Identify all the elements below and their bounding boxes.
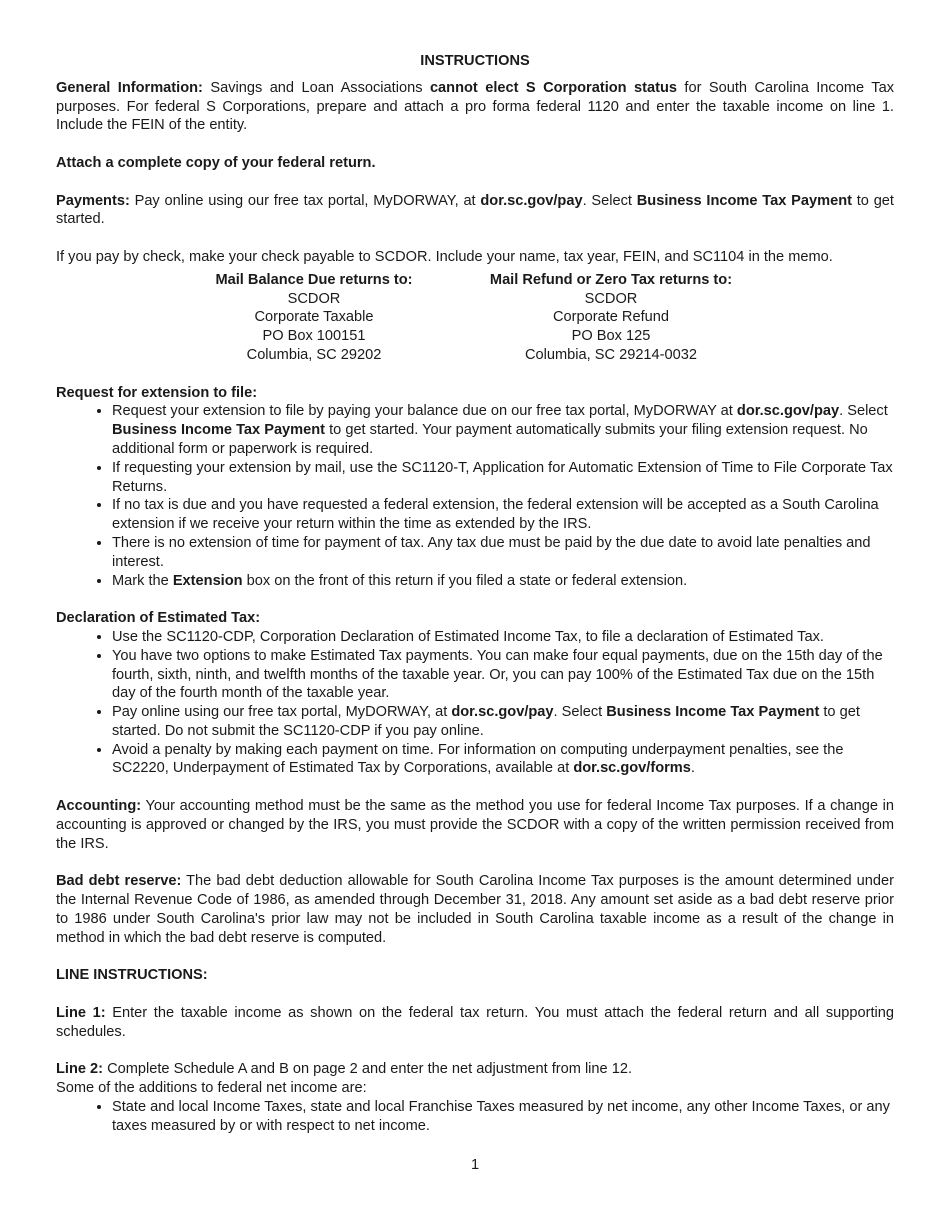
business-income-tax-payment-emphasis: Business Income Tax Payment [606,704,820,721]
check-payment-paragraph: If you pay by check, make your check payable to SCDOR. Include your name, tax year, FEIN, and SC1104 in the memo. [56,248,833,265]
item-text: box on the front of this return if you filed a state or federal extension. [242,572,688,589]
line-1-text: Enter the taxable income as shown on the federal tax return. You must attach the federal return and all supporting schedules. [56,1004,894,1040]
refund-line: Corporate Refund [552,309,669,326]
item-text: Mark the [112,572,173,589]
list-item: • State and local Income Taxes, state and local Franchise Taxes measured by net income, any other Income Taxes, or any taxes measured by or with respect to net income. [112,1098,894,1136]
pay-link[interactable]: dor.sc.gov/pay [451,704,554,721]
general-text-2: for South Carolina Income Tax purposes. For federal S Corporations, prepare and attach a pro forma federal 1120 and enter the taxable income on line 1. Include the FEIN of the entity. [56,79,894,134]
business-income-tax-payment-emphasis: Business Income Tax Payment [112,422,326,439]
list-item: • There is no extension of time for payment of tax. Any tax due must be paid by the due date to avoid late penalties and interest. [112,534,894,572]
list-item [112,572,894,591]
payments-paragraph [56,192,894,230]
item-text: Pay online using our free tax portal, MyDORWAY, at [112,704,452,721]
bad-debt-label: Bad debt reserve: [56,873,182,890]
refund-line: PO Box 125 [571,328,651,345]
refund-line: Columbia, SC 29214-0032 [525,346,697,363]
list-item [112,741,894,779]
item-text: . Select [553,704,607,721]
payments-text-3: to get started. [56,192,894,228]
line-2-text: Complete Schedule A and B on page 2 and enter the net adjustment from line 12. [103,1061,633,1078]
item-text: Avoid a penalty by making each payment on time. For information on computing underpayment penalties, see the SC2220, Underpayment of Estimated Tax by Corporations, available at [112,741,844,777]
pay-link[interactable]: dor.sc.gov/pay [736,403,840,420]
extension-emphasis: Extension [172,572,243,589]
balance-due-address [208,271,420,365]
estimated-tax-heading: Declaration of Estimated Tax: [56,610,261,627]
balance-due-header: Mail Balance Due returns to: [215,271,413,288]
page-number: 1 [470,1157,480,1173]
balance-due-line: Corporate Taxable [254,309,374,326]
additions-list [56,1098,894,1136]
general-information-label: General Information: [56,79,203,96]
estimated-tax-list [56,628,894,778]
payments-text-1: Pay online using our free tax portal, MyDORWAY, at [129,192,481,209]
s-corp-status-emphasis: cannot elect S Corporation status [429,79,677,96]
page-title: INSTRUCTIONS [420,53,530,69]
bad-debt-paragraph [56,872,894,947]
item-text: Request your extension to file by paying your balance due on our free tax portal, MyDORWAY at [112,403,737,420]
mailing-addresses [56,271,894,365]
attach-federal-return-text: Attach a complete copy of your federal return. [56,154,376,171]
list-item: • If no tax is due and you have requested a federal extension, the federal extension will be accepted as a South Carolina extension if we receive your return within the time as extended by the IRS. [112,496,894,534]
attach-federal-return-note [56,154,894,173]
balance-due-line: Columbia, SC 29202 [246,346,382,363]
list-item: • If requesting your extension by mail, use the SC1120-T, Application for Automatic Extension of Time to File Corporate Tax Returns. [112,459,894,497]
line-1-label: Line 1: [56,1004,106,1021]
item-text: to get started. Your payment automatically submits your filing extension request. No additional form or paperwork is required. [112,422,868,457]
list-item [112,402,894,458]
refund-address [480,271,742,365]
item-text: . Select [839,403,888,420]
pay-link[interactable]: dor.sc.gov/pay [480,192,583,209]
bad-debt-text: The bad debt deduction allowable for South Carolina Income Tax purposes is the amount determined under the Internal Revenue Code of 1986, as amended through December 31, 2018. Any amount set aside as a bad debt reserve prior to 1986 under South Carolina's prior law may not be included in South Carolina taxable income as a result of the change in method in which the bad debt reserve is computed. [56,873,894,946]
accounting-text: Your accounting method must be the same as the method you use for federal Income Tax purposes. If a change in accounting is approved or changed by the IRS, you must provide the SCDOR with a copy of the written permission received from the IRS. [56,798,894,852]
balance-due-line: PO Box 100151 [262,328,366,345]
item-text: . [690,760,695,777]
item-text: to get started. Do not submit the SC1120-CDP if you pay online. [112,704,860,739]
general-text-1: Savings and Loan Associations [202,79,430,96]
line-1-paragraph [56,1004,894,1042]
balance-due-line: SCDOR [287,290,341,307]
line-instructions-heading: LINE INSTRUCTIONS: [56,967,208,984]
business-income-tax-payment-emphasis: Business Income Tax Payment [636,192,852,209]
payments-text-2: . Select [582,192,637,209]
list-item: • You have two options to make Estimated Tax payments. You can make four equal payments, due on the 15th day of the fourth, sixth, ninth, and twelfth months of the taxable year. Or, you can pay 100% of the Estimated Tax due on the 15th day of the fourth month of the taxable year. [112,647,894,703]
refund-header: Mail Refund or Zero Tax returns to: [489,271,733,288]
payments-label: Payments: [56,192,130,209]
refund-line: SCDOR [584,290,638,307]
additions-intro: Some of the additions to federal net income are: [56,1080,367,1097]
forms-link[interactable]: dor.sc.gov/forms [573,760,691,777]
list-item: • Use the SC1120-CDP, Corporation Declaration of Estimated Income Tax, to file a declaration of Estimated Tax. [112,628,894,647]
accounting-paragraph [56,797,894,853]
line-2-paragraph [56,1060,894,1079]
extension-heading: Request for extension to file: [56,384,258,401]
extension-list [56,402,894,590]
line-2-label: Line 2: [56,1061,104,1078]
general-information-paragraph [56,79,894,135]
list-item [112,703,894,741]
accounting-label: Accounting: [56,798,142,815]
